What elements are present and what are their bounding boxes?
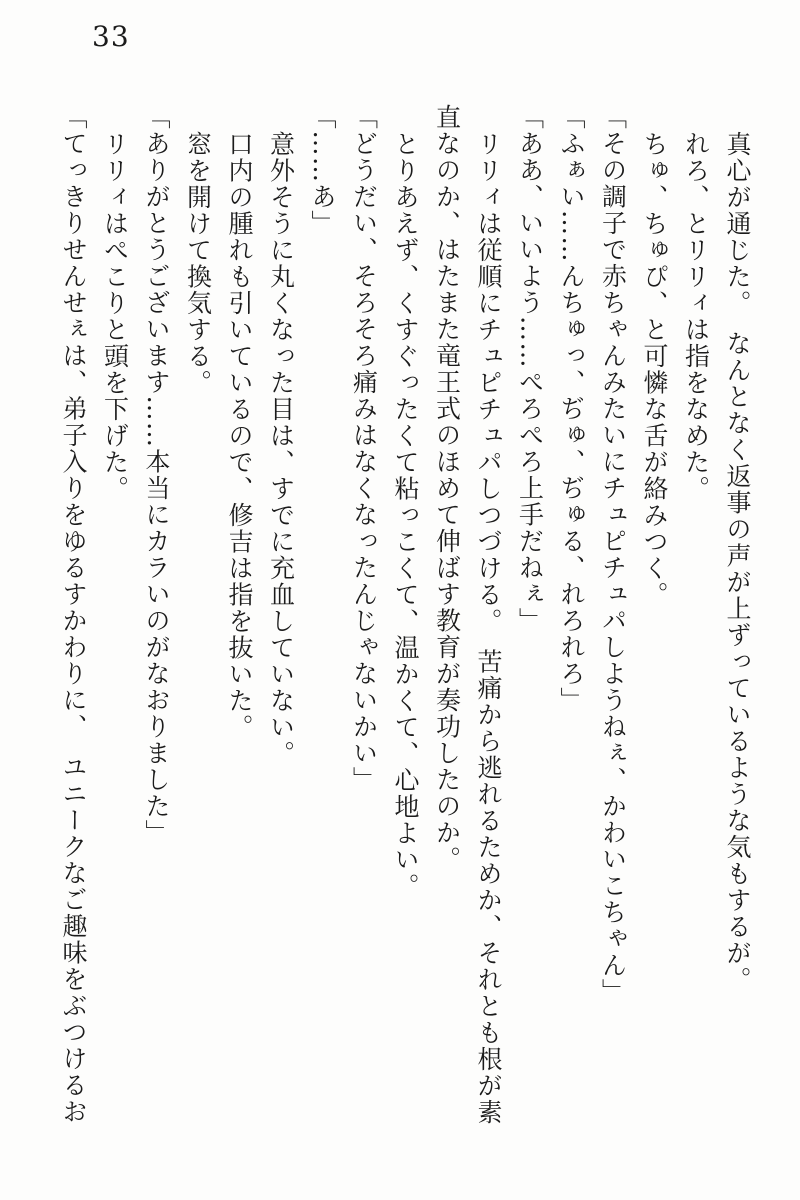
text-column: とりあえず、くすぐったくて粘っこくて、温かくて、心地よい。 — [391, 131, 420, 900]
text-column: 「てっきりせんせぇは、弟子入りをゆるすかわりに、 ユニークなご趣味をぶつけるお — [59, 104, 88, 1125]
text-column: れろ、とリリィは指をなめた。 — [681, 131, 711, 502]
text-column: 「ふぁい……んちゅっ、ぢゅ、ぢゅる、れろれろ」 — [557, 104, 586, 714]
vertical-text-area — [50, 104, 758, 1184]
text-column: 真心が通じた。 なんとなく返事の声が上ずっているような気もするが。 — [723, 131, 752, 993]
text-column: ちゅ、ちゅぴ、と可憐な舌が絡みつく。 — [640, 131, 669, 608]
text-column: リリィは従順にチュピチュパしつづける。 苦痛から逃れるためか、それとも根が素 — [474, 131, 503, 1126]
text-column: 窓を開けて換気する。 — [183, 131, 213, 396]
text-column: 意外そうに丸くなった目は、すでに充血していない。 — [266, 131, 296, 767]
text-column: 「ありがとうございます……本当にカラいのがなおりました」 — [142, 104, 171, 846]
text-column: 口内の腫れも引いているので、修吉は指を抜いた。 — [225, 131, 254, 741]
text-column: 「ああ、いいよう……ぺろぺろ上手だねぇ」 — [515, 104, 545, 634]
text-column: 「その調子で赤ちゃんみたいにチュピチュパしようねぇ、かわいこちゃん」 — [598, 104, 628, 1005]
text-column: リリィはぺこりと頭を下げた。 — [100, 131, 130, 502]
text-column: 「……あ」 — [308, 104, 337, 237]
text-column: 「どうだい、そろそろ痛みはなくなったんじゃないかい」 — [349, 104, 379, 793]
page-number: 33 — [92, 20, 130, 53]
text-column: 直なのか、はたまた竜王式のほめて伸ばす教育が奏功したのか。 — [432, 104, 462, 873]
